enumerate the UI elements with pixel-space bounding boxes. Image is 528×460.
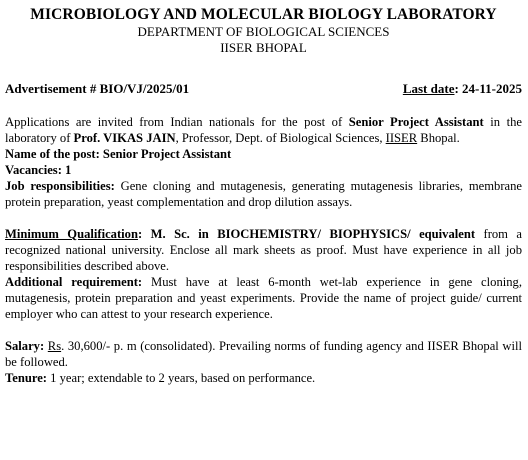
min-qual-colon: : <box>137 227 151 241</box>
additional-label: Additional requirement: <box>5 275 143 289</box>
advertisement-row <box>5 81 522 97</box>
min-qual-text: from a recognized national university. Enclose all mark sheets as proof. Must have experience in all job responsibilities described above. <box>5 227 522 273</box>
intro-iiser: IISER <box>385 131 418 145</box>
last-date-label: Last date <box>402 81 455 96</box>
lab-title: MICROBIOLOGY AND MOLECULAR BIOLOGY LABORATORY <box>30 6 497 23</box>
salary-text: . 30,600/- p. m (consolidated). Prevailing norms of funding agency and IISER Bhopal will be followed. <box>5 339 522 369</box>
min-qual-degree: M. Sc. in BIOCHEMISTRY/ BIOPHYSICS/ equivalent <box>150 227 476 241</box>
advertisement-number: Advertisement # BIO/VJ/2025/01 <box>5 81 190 96</box>
minimum-qualification <box>5 226 522 274</box>
additional-requirement <box>5 274 522 322</box>
intro-text-4: Bhopal. <box>417 131 460 145</box>
intro-text-2: in the laboratory of <box>5 115 522 145</box>
tenure-text: 1 year; extendable to 2 years, based on performance. <box>47 371 316 385</box>
post-name: Name of the post: Senior Project Assistant <box>5 147 232 161</box>
last-date <box>403 81 522 97</box>
last-date-value: : 24-11-2025 <box>454 81 522 96</box>
intro-text-3: , Professor, Dept. of Biological Sciences, <box>175 131 386 145</box>
job-responsibilities-text: Gene cloning and mutagenesis, generating mutagenesis libraries, membrane protein preparation, yeast complementation and drop dilution assays. <box>5 179 522 209</box>
institute-name: IISER BHOPAL <box>220 40 307 55</box>
tenure <box>5 370 522 386</box>
intro-pi: Prof. VIKAS JAIN <box>73 131 176 145</box>
additional-text: Must have at least 6-month wet-lab experience in gene cloning, mutagenesis, protein preparation and yeast experiments. Provide the name of project guide/ current employer who can attest to your research experience. <box>5 275 522 321</box>
min-qual-label: Minimum Qualification <box>5 227 138 241</box>
intro-paragraph <box>5 114 522 146</box>
job-responsibilities <box>5 178 522 210</box>
salary-label: Salary: <box>5 339 45 353</box>
job-responsibilities-label: Job responsibilities: <box>5 179 115 193</box>
department-name: DEPARTMENT OF BIOLOGICAL SCIENCES <box>137 24 390 39</box>
tenure-label: Tenure: <box>5 371 47 385</box>
vacancies: Vacancies: 1 <box>5 163 72 177</box>
intro-post: Senior Project Assistant <box>348 115 484 129</box>
salary <box>5 338 522 370</box>
salary-rs: Rs <box>47 339 62 353</box>
intro-text-1: Applications are invited from Indian nationals for the post of <box>5 115 349 129</box>
